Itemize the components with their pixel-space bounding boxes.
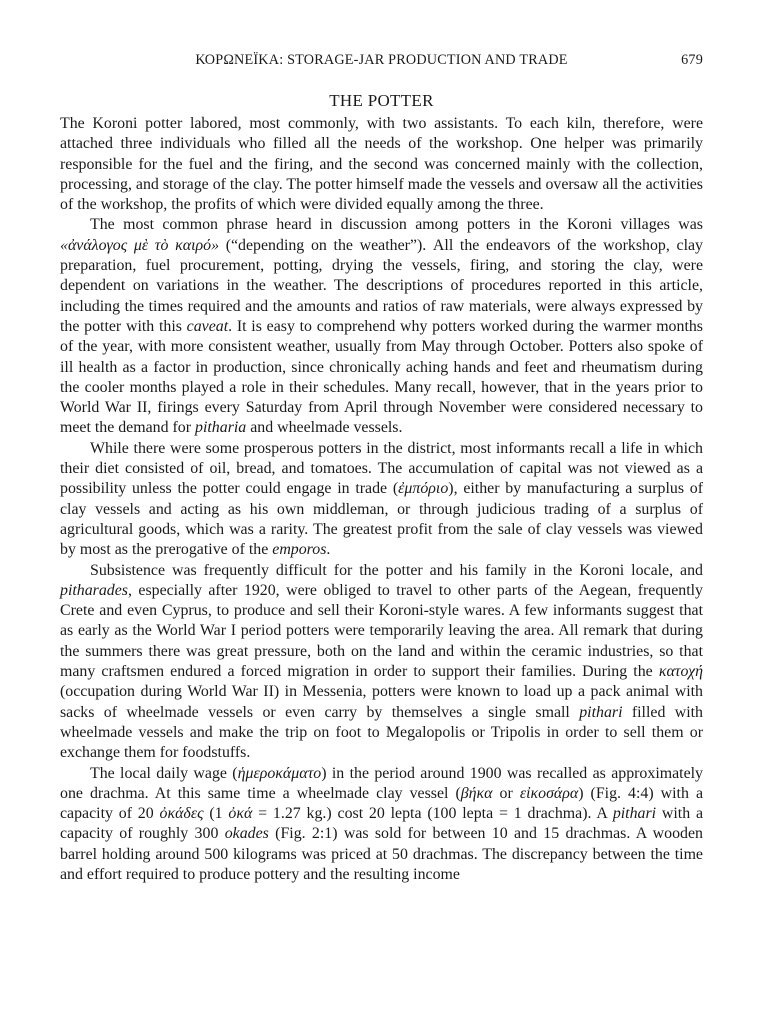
greek-term: ἡμεροκάματο	[237, 764, 322, 782]
paragraph-1	[60, 114, 703, 215]
italic-term: pithari	[612, 805, 657, 823]
text-run: (Fig. 2:1) was sold for between 10 and 15 drachmas. A wooden barrel holding around 500 kilograms was priced at 50 drachmas. The discrepancy between the time and effort required to produce pottery and the resulting income	[60, 825, 703, 883]
text-run: The most common phrase heard in discussion among potters in the Koroni villages was	[90, 216, 703, 234]
text-run: (“depending on the weather”). All the endeavors of the workshop, clay preparation, fuel procurement, potting, drying the vessels, firing, and storing the clay, were dependent on variations in the weather. The descriptions of procedures reported in this article, including the times required and the amounts and ratios of raw materials, were always expressed by the potter with this	[60, 236, 703, 335]
italic-term: pitharia	[195, 419, 247, 437]
greek-term: κατοχή	[658, 663, 703, 681]
document-page	[60, 52, 703, 885]
italic-term: pithari	[579, 703, 623, 721]
text-run: Subsistence was frequently difficult for the potter and his family in the Koroni locale, and	[90, 561, 703, 579]
greek-term: ἐμπόριο	[398, 480, 449, 498]
paragraph-2	[60, 215, 703, 438]
paragraph-5	[60, 764, 703, 886]
text-run: (occupation during World War II) in Messenia, potters were known to load up a pack animal with sacks of wheelmade vessels or even carry by themselves a single small	[60, 683, 703, 721]
text-run: ) (Fig. 4:4) with a capacity of 20	[60, 784, 703, 823]
paragraph-4	[60, 561, 703, 764]
text-run: (1	[203, 805, 229, 823]
greek-term: ὀκάδες	[159, 805, 204, 823]
text-run: or	[492, 784, 520, 802]
greek-term: βήκα	[460, 784, 493, 802]
greek-term: ὀκά	[228, 805, 253, 823]
text-run: , especially after 1920, were obliged to travel to other parts of the Aegean, frequently Crete and even Cyprus, to produce and sell their Koroni-style wares. A few informants suggest that as early as the World War I period potters were temporarily leaving the area. All remark that during the summers there was great pressure, both on the land and within the ceramic industries, so that many craftsmen endured a forced migration in order to support their families. During the	[60, 581, 703, 681]
paragraph-3	[60, 439, 703, 561]
text-run: While there were some prosperous potters in the district, most informants recall a life in which their diet consisted of oil, bread, and tomatoes. The accumulation of capital was not viewed as a possibility unless the potter could engage in trade (	[60, 439, 703, 498]
text-run: ), either by manufacturing a surplus of clay vessels and acting as his own middleman, or through judicious trading of a surplus of agricultural goods, which was a rarity. The greatest profit from the sale of clay vessels was viewed by most as the prerogative of the	[60, 480, 703, 559]
text-run: .	[326, 541, 331, 559]
italic-term: caveat	[186, 317, 229, 335]
text-run: with a capacity of roughly 300	[60, 805, 704, 843]
page-number: 679	[681, 52, 703, 68]
italic-term: emporos	[272, 541, 327, 559]
running-head	[60, 52, 703, 72]
text-run: and wheelmade vessels.	[246, 419, 403, 437]
text-run: ) in the period around 1900 was recalled as approximately one drachma. At this same time a wheelmade clay vessel (	[60, 764, 703, 802]
greek-phrase: «ἀνάλογος μὲ τὸ καιρό»	[60, 236, 220, 254]
paragraph-1-text: The Koroni potter labored, most commonly, with two assistants. To each kiln, therefore, were attached three individuals who filled all the needs of the workshop. One helper was primarily responsible for the fuel and the firing, and the second was concerned mainly with the collection, processing, and storage of the clay. The potter himself made the vessels and oversaw all the activities of the workshop, the profits of which were divided equally among the three.	[60, 115, 703, 214]
text-run: The local daily wage (	[90, 764, 238, 782]
text-run: = 1.27 kg.) cost 20 lepta (100 lepta = 1 drachma). A	[252, 805, 613, 823]
greek-term: εἰκοσάρα	[519, 784, 579, 802]
running-title: ΚΟΡΩΝΕΪΚΑ: STORAGE-JAR PRODUCTION AND TRADE	[195, 52, 568, 68]
text-run: filled with wheelmade vessels and make the trip on foot to Megalopolis or Tripolis in order to sell them or exchange them for foodstuffs.	[60, 703, 703, 762]
text-run: . It is easy to comprehend why potters worked during the warmer months of the year, with more consistent weather, usually from May through October. Potters also spoke of ill health as a factor in production, since chronically aching hands and feet and rheumatism during the cooler months played a role in their schedules. Many recall, however, that in the years prior to World War II, firings every Saturday from April through November were considered necessary to meet the demand for	[60, 317, 703, 437]
section-title: THE POTTER	[329, 91, 434, 110]
italic-term: okades	[224, 825, 269, 843]
italic-term: pitharades	[60, 581, 128, 599]
body-text	[60, 114, 703, 885]
